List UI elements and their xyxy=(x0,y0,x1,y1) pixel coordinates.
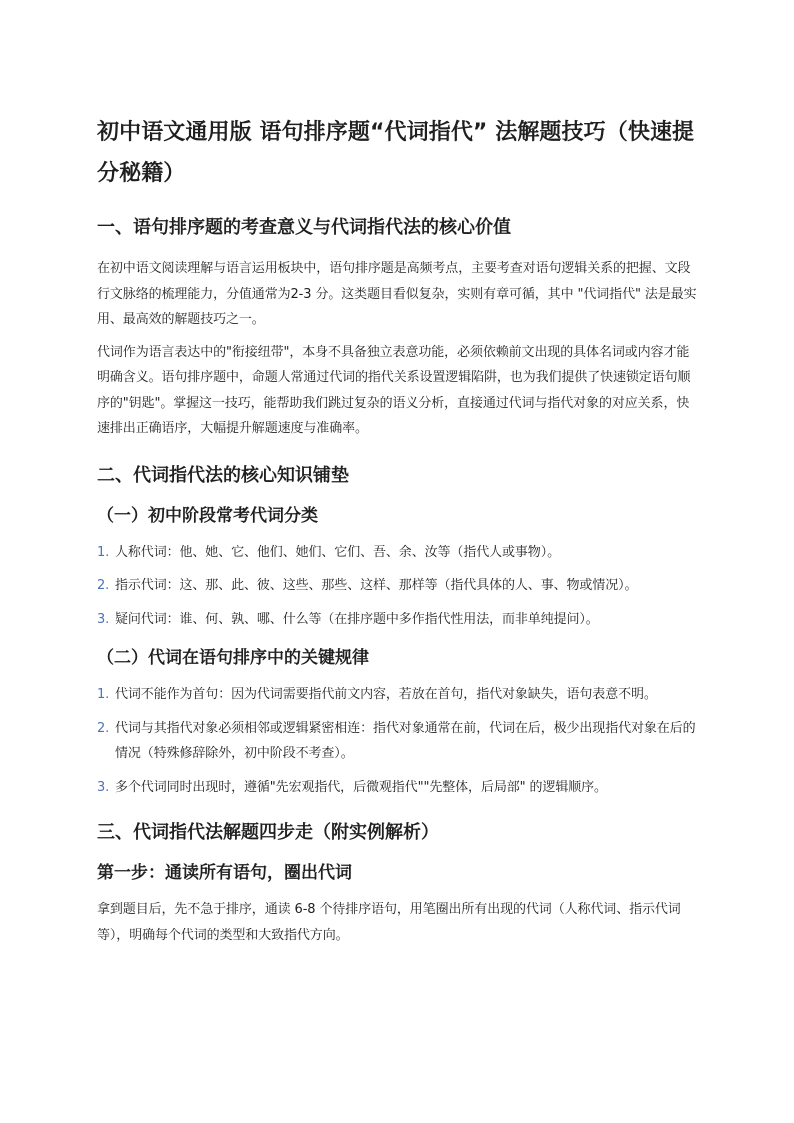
subsection-heading-2: （二）代词在语句排序中的关键规律 xyxy=(97,648,369,668)
pronoun-category-list xyxy=(97,540,701,633)
list-item-text: 指示代词：这、那、此、彼、这些、那些、这样、那样等（指代具体的人、事、物或情况）。 xyxy=(115,578,638,593)
list-item-text: 多个代词同时出现时，遵循"先宏观指代，后微观指代""先整体，后局部" 的逻辑顺序。 xyxy=(115,779,607,795)
section-heading-1: 一、语句排序题的考查意义与代词指代法的核心价值 xyxy=(97,217,511,238)
step-1-paragraph: 拿到题目后，先不急于排序，通读 6-8 个待排序语句，用笔圈出所有出现的代词（人称代词、指示代词等），明确每个代词的类型和大致指代方向。 xyxy=(97,902,681,943)
list-number: 2. xyxy=(97,720,110,736)
section-1-paragraph-2: 代词作为语言表达中的"衔接纽带"，本身不具备独立表意功能，必须依赖前文出现的具体名词或内容才能明确含义。语句排序题中，命题人常通过代词的指代关系设置逻辑陷阱，也为我们提供了快速锁定语句顺序的"钥匙"。掌握这一技巧，能帮助我们跳过复杂的语义分析，直接通过代词与指代对象的对应关系，快速排出正确语序，大幅提升解题速度与准确率。 xyxy=(97,344,691,436)
list-item xyxy=(97,682,701,708)
list-item xyxy=(97,775,701,801)
section-heading-2: 二、代词指代法的核心知识铺垫 xyxy=(97,464,349,486)
list-item xyxy=(97,540,701,566)
subsection-heading-1: （一）初中阶段常考代词分类 xyxy=(97,505,318,526)
list-item-text: 代词与其指代对象必须相邻或逻辑紧密相连：指代对象通常在前，代词在后，极少出现指代对象在后的情况（特殊修辞除外，初中阶段不考查）。 xyxy=(115,720,696,761)
list-number: 1. xyxy=(97,687,110,702)
list-item xyxy=(97,573,701,599)
list-number: 3. xyxy=(97,611,110,627)
document-page xyxy=(97,112,701,955)
list-number: 1. xyxy=(97,544,110,560)
list-item xyxy=(97,607,701,633)
list-item-text: 人称代词：他、她、它、他们、她们、它们、吾、余、汝等（指代人或事物）。 xyxy=(115,544,561,560)
document-title: 初中语文通用版 语句排序题“代词指代” 法解题技巧（快速提分秘籍） xyxy=(97,120,695,186)
pronoun-rule-list xyxy=(97,682,701,800)
list-number: 2. xyxy=(97,578,110,593)
list-item-text: 代词不能作为首句：因为代词需要指代前文内容，若放在首句，指代对象缺失，语句表意不明。 xyxy=(115,687,657,702)
spacing xyxy=(97,449,701,463)
step-heading-1: 第一步：通读所有语句，圈出代词 xyxy=(97,863,352,883)
section-1-paragraph-1: 在初中语文阅读理解与语言运用板块中，语句排序题是高频考点，主要考查对语句逻辑关系的把握、文段行文脉络的梳理能力，分值通常为2-3 分。这类题目看似复杂，实则有章可循，其中 "代词指代" 法是最实用、最高效的解题技巧之一。 xyxy=(97,261,697,327)
list-item xyxy=(97,716,701,767)
list-number: 3. xyxy=(97,779,110,795)
section-heading-3: 三、代词指代法解题四步走（附实例解析） xyxy=(97,822,439,843)
list-item-text: 疑问代词：谁、何、孰、哪、什么等（在排序题中多作指代性用法，而非单纯提问）。 xyxy=(115,611,599,627)
